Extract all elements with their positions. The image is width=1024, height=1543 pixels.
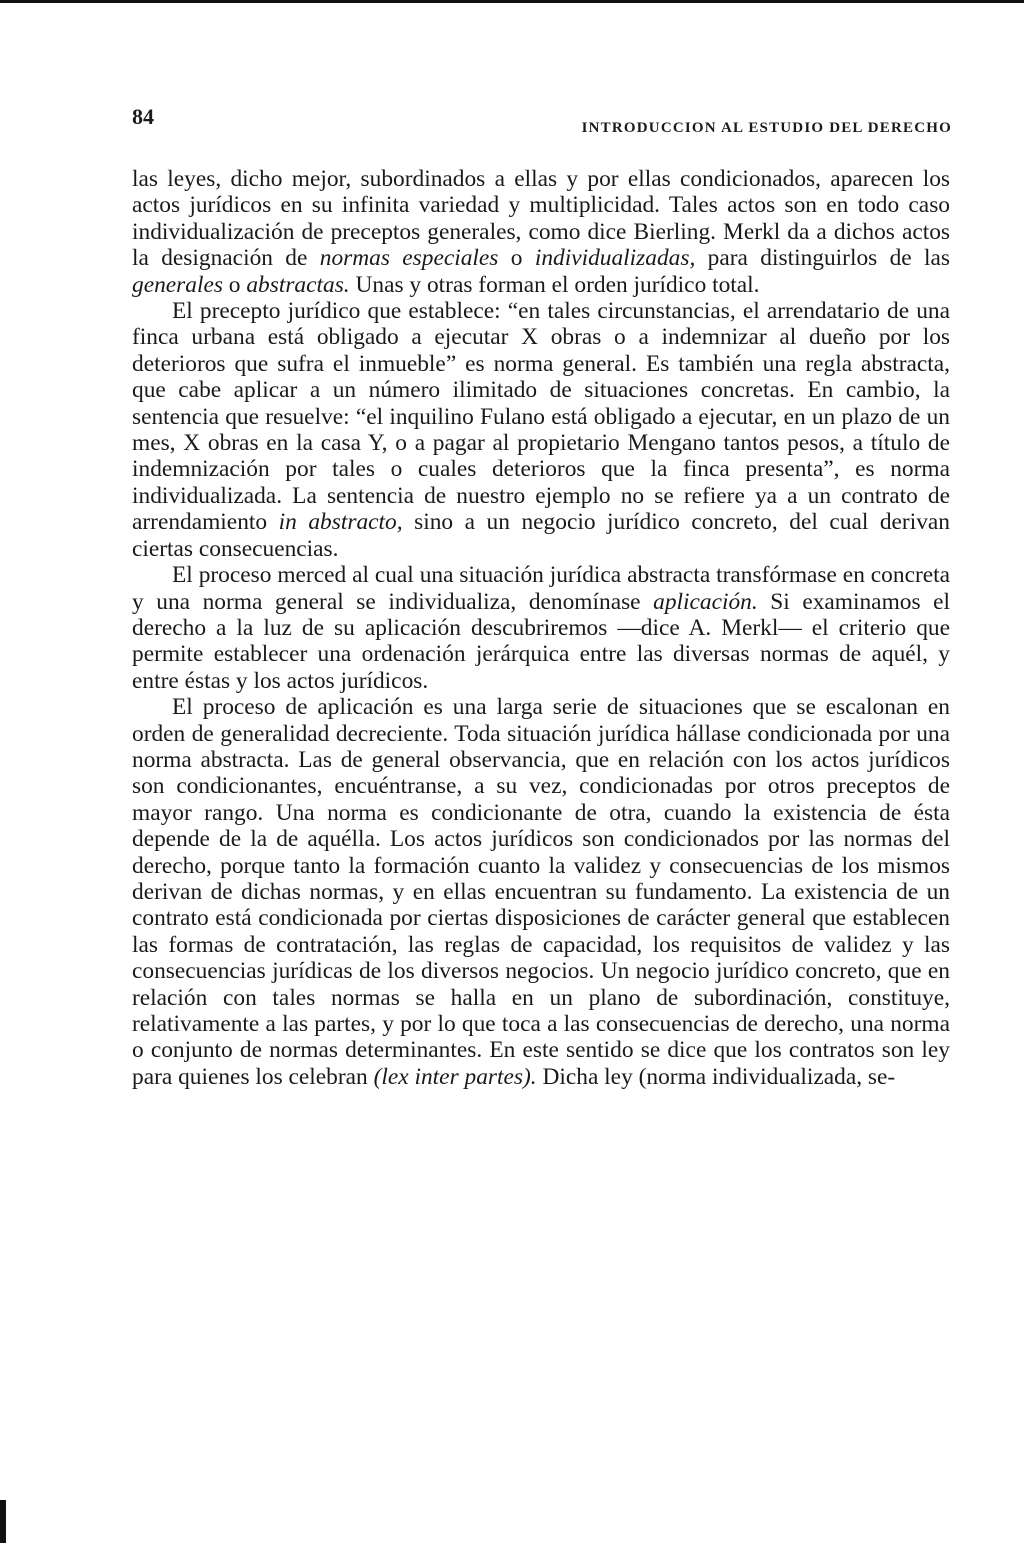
italic-text: abstractas.	[246, 271, 350, 298]
italic-text: aplicación.	[653, 588, 758, 615]
italic-text: individualizadas,	[534, 245, 696, 272]
text-segment: las leyes, dicho mejor, subordinados a ellas y por ellas condicionados, aparecen los actos jurídicos en su infinita variedad y multiplicidad. Tales actos son en todo caso individualización de preceptos generales, como dice Bierling. Merkl da a dichos actos la designación de	[132, 166, 950, 272]
page-number: 84	[132, 104, 154, 129]
text-segment: Dicha ley (norma individualizada, se-	[536, 1063, 896, 1090]
paragraph	[132, 298, 950, 562]
italic-text: (lex inter partes).	[373, 1063, 537, 1090]
text-segment: o	[498, 245, 535, 272]
text-segment: El proceso de aplicación es una larga serie de situaciones que se escalonan en orden de generalidad decreciente. Toda situación jurídica hállase condicionada por una norma abstracta. Las de general observancia, que en relación con los actos jurídicos son condicionantes, encuéntranse, a su vez, condicionadas por otros preceptos de mayor rango. Una norma es condicionante de otra, cuando la existencia de ésta depende de la de aquélla. Los actos jurídicos son condicionados por las normas del derecho, porque tanto la formación cuanto la validez y consecuencias de los mismos derivan de dichas normas, y en ellas encuentran su fundamento. La existencia de un contrato está condicionada por ciertas disposiciones de carácter general que establecen las formas de contratación, las reglas de capacidad, los requisitos de validez y las consecuencias jurídicas de los diversos negocios. Un negocio jurídico concreto, que en relación con tales normas se halla en un plano de subordinación, constituye, relativamente a las partes, y por lo que toca a las consecuencias de derecho, una norma o conjunto de normas determinantes. En este sentido se dice que los contratos son ley para quienes los celebran	[132, 694, 950, 1090]
paragraph	[132, 166, 950, 298]
paragraph	[132, 562, 950, 694]
italic-text: generales	[132, 271, 223, 298]
text-segment: Si examinamos el derecho a la luz de su aplicación descubriremos —dice A. Merkl— el criterio que permite establecer una ordenación jerárquica entre las diversas normas de aquél, y entre éstas y los actos jurídicos.	[132, 588, 950, 694]
text-segment: sino a un negocio jurídico concreto, del cual derivan ciertas consecuencias.	[132, 509, 950, 562]
page-header	[132, 100, 952, 140]
italic-text: normas especiales	[319, 245, 499, 272]
text-segment: para distinguirlos de las	[695, 245, 951, 272]
text-segment: El proceso merced al cual una situación jurídica abstracta transfórmase en concreta y una norma general se individualiza, denomínase	[132, 562, 950, 615]
scan-edge-mark	[0, 1500, 6, 1543]
italic-text: in abstracto,	[278, 509, 403, 536]
text-segment: El precepto jurídico que establece: “en tales circunstancias, el arrendatario de una finca urbana está obligado a ejecutar X obras o a indemnizar al dueño por los deterioros que sufra el inmueble” es norma general. Es también una regla abstracta, que cabe aplicar a un número ilimitado de situaciones concretas. En cambio, la sentencia que resuelve: “el inquilino Fulano está obligado a ejecutar, en un plazo de un mes, X obras en la casa Y, o a pagar al propietario Mengano tantos pesos, a título de indemnización por tales o cuales deterioros que la finca presenta”, es norma individualizada. La sentencia de nuestro ejemplo no se refiere ya a un contrato de arrendamiento	[132, 298, 950, 536]
body-text	[132, 166, 950, 1090]
running-head: INTRODUCCION AL ESTUDIO DEL DERECHO	[581, 120, 952, 136]
text-segment: o	[222, 271, 247, 298]
text-segment: Unas y otras forman el orden jurídico total.	[349, 271, 760, 298]
paragraph	[132, 694, 950, 1090]
